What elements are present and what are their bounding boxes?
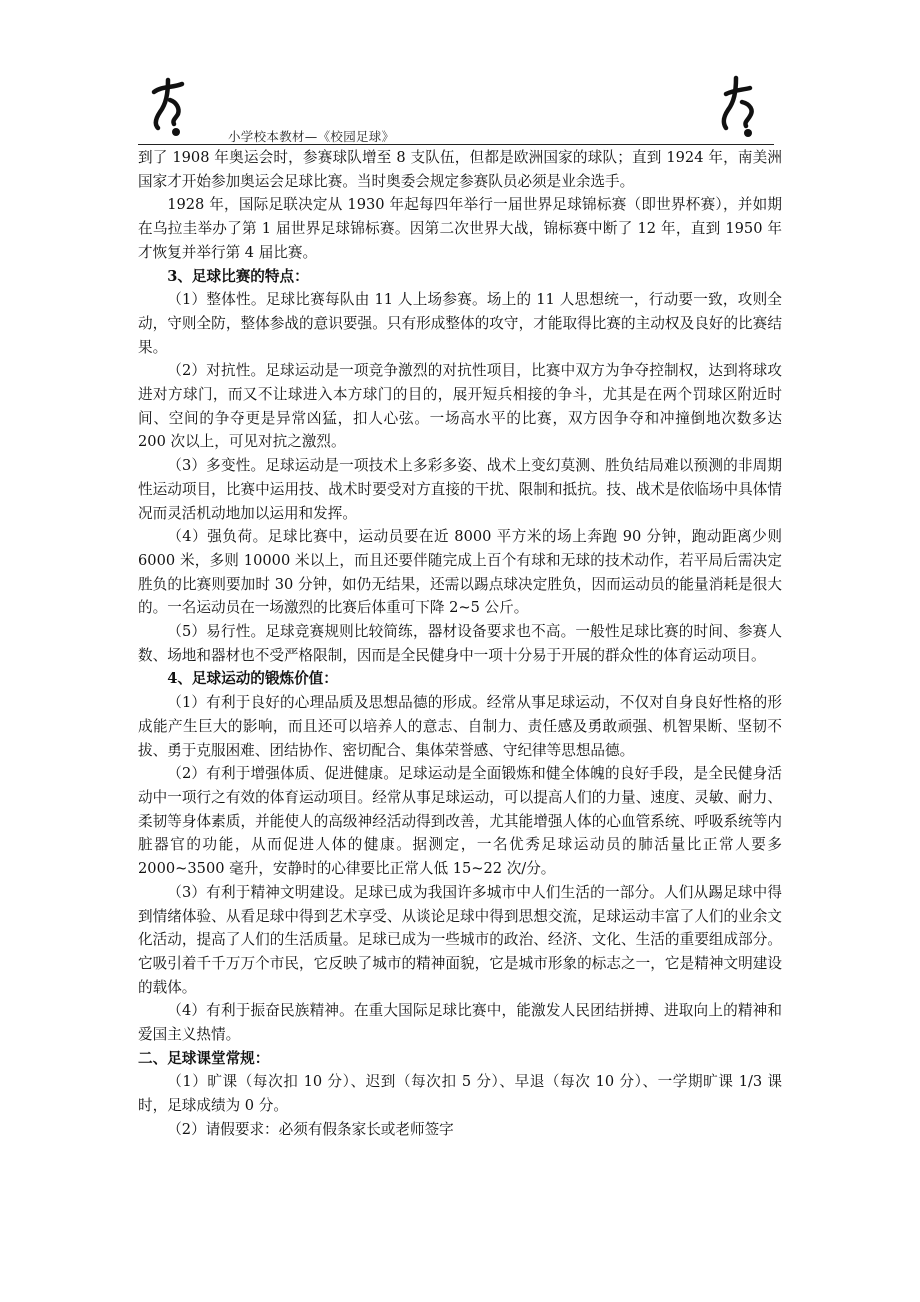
- paragraph: （1）旷课（每次扣 10 分）、迟到（每次扣 5 分）、早退（每次 10 分）、一学期旷课 1/3 课时，足球成绩为 0 分。: [138, 1073, 782, 1115]
- paragraph: （4）强负荷。足球比赛中，运动员要在近 8000 平方米的场上奔跑 90 分钟，跑动距离少则 6000 米，多则 10000 米以上，而且还要伴随完成上百个有球和无球的技术动作，若平局后需决定胜负的比赛则要加时 30 分钟，如仍无结果，还需以踢点球决定胜负，因而运动员的能量消耗是很大的。一名运动员在一场激烈的比赛后体重可下降 2~5 公斤。: [138, 528, 782, 617]
- header-divider: [138, 144, 774, 145]
- header-title: 小学校本教材—《校园足球》: [228, 129, 395, 144]
- paragraph: 到了 1908 年奥运会时，参赛球队增至 8 支队伍，但都是欧洲国家的球队；直到 1924 年，南美洲国家才开始参加奥运会足球比赛。当时奥委会规定参赛队员必须是业余选手。: [138, 149, 782, 190]
- paragraph: （3）有利于精神文明建设。足球已成为我国许多城市中人们生活的一部分。人们从踢足球中得到情绪体验、从看足球中得到艺术享受、从谈论足球中得到思想交流，足球运动丰富了人们的业余文化活动，提高了人们的生活质量。足球已成为一些城市的政治、经济、文化、生活的重要组成部分。它吸引着千千万万个市民，它反映了城市的精神面貌，它是城市形象的标志之一，它是精神文明建设的载体。: [138, 883, 782, 996]
- paragraph: （4）有利于振奋民族精神。在重大国际足球比赛中，能激发人民团结拼搏、进取向上的精神和爱国主义热情。: [138, 1002, 782, 1044]
- paragraph: （1）整体性。足球比赛每队由 11 人上场参赛。场上的 11 人思想统一，行动要一致，攻则全动，守则全防，整体参战的意识要强。只有形成整体的攻守，才能取得比赛的主动权及良好的比赛结果。: [138, 291, 782, 356]
- paragraph: （5）易行性。足球竞赛规则比较简练，器材设备要求也不高。一般性足球比赛的时间、参赛人数、场地和器材也不受严格限制，因而是全民健身中一项十分易于开展的群众性的体育运动项目。: [138, 623, 782, 664]
- paragraph: （2）请假要求：必须有假条家长或老师签字: [167, 1120, 454, 1138]
- section-heading: 二、足球课堂常规：: [138, 1049, 270, 1067]
- paragraph: （1）有利于良好的心理品质及思想品德的形成。经常从事足球运动，不仅对自身良好性格的形成能产生巨大的影响，而且还可以培养人的意志、自制力、责任感及勇敢顽强、机智果断、坚韧不拔、勇于克服困难、团结协作、密切配合、集体荣誉感、守纪律等思想品德。: [138, 694, 782, 759]
- paragraph: （2）对抗性。足球运动是一项竞争激烈的对抗性项目，比赛中双方为争夺控制权，达到将球攻进对方球门，而又不让球进入本方球门的目的，展开短兵相接的争斗，尤其是在两个罚球区附近时间、空间的争夺更是异常凶猛，扣人心弦。一场高水平的比赛，双方因争夺和冲撞倒地次数多达 200 次以上，可见对抗之激烈。: [138, 362, 782, 451]
- subsection-heading: 4、足球运动的锻炼价值：: [167, 670, 338, 688]
- football-player-logo-left: [150, 74, 194, 138]
- paragraph: （2）有利于增强体质、促进健康。足球运动是全面锻炼和健全体魄的良好手段，是全民健身活动中一项行之有效的体育运动项目。经常从事足球运动，可以提高人们的力量、速度、灵敏、耐力、柔韧等身体素质，并能使人的高级神经活动得到改善，尤其能增强人体的心血管系统、呼吸系统等内脏器官的功能，从而促进人体的健康。据测定，一名优秀足球运动员的肺活量比正常人要多 2000~3500 毫升，安静时的心律要比正常人低 15~22 次/分。: [138, 765, 782, 878]
- document-body: [138, 146, 782, 1142]
- paragraph: （3）多变性。足球运动是一项技术上多彩多姿、战术上变幻莫测、胜负结局难以预测的非周期性运动项目，比赛中运用技、战术时要受对方直接的干扰、限制和抵抗。技、战术是依临场中具体情况而灵活机动地加以运用和发挥。: [138, 457, 782, 522]
- subsection-heading: 3、足球比赛的特点：: [167, 267, 309, 285]
- paragraph: 1928 年，国际足联决定从 1930 年起每四年举行一届世界足球锦标赛（即世界杯赛），并如期在乌拉圭举办了第 1 届世界足球锦标赛。因第二次世界大战，锦标赛中断了 12 年，直到 1950 年才恢复并举行第 4 届比赛。: [138, 196, 782, 261]
- football-player-logo-right: [720, 74, 764, 138]
